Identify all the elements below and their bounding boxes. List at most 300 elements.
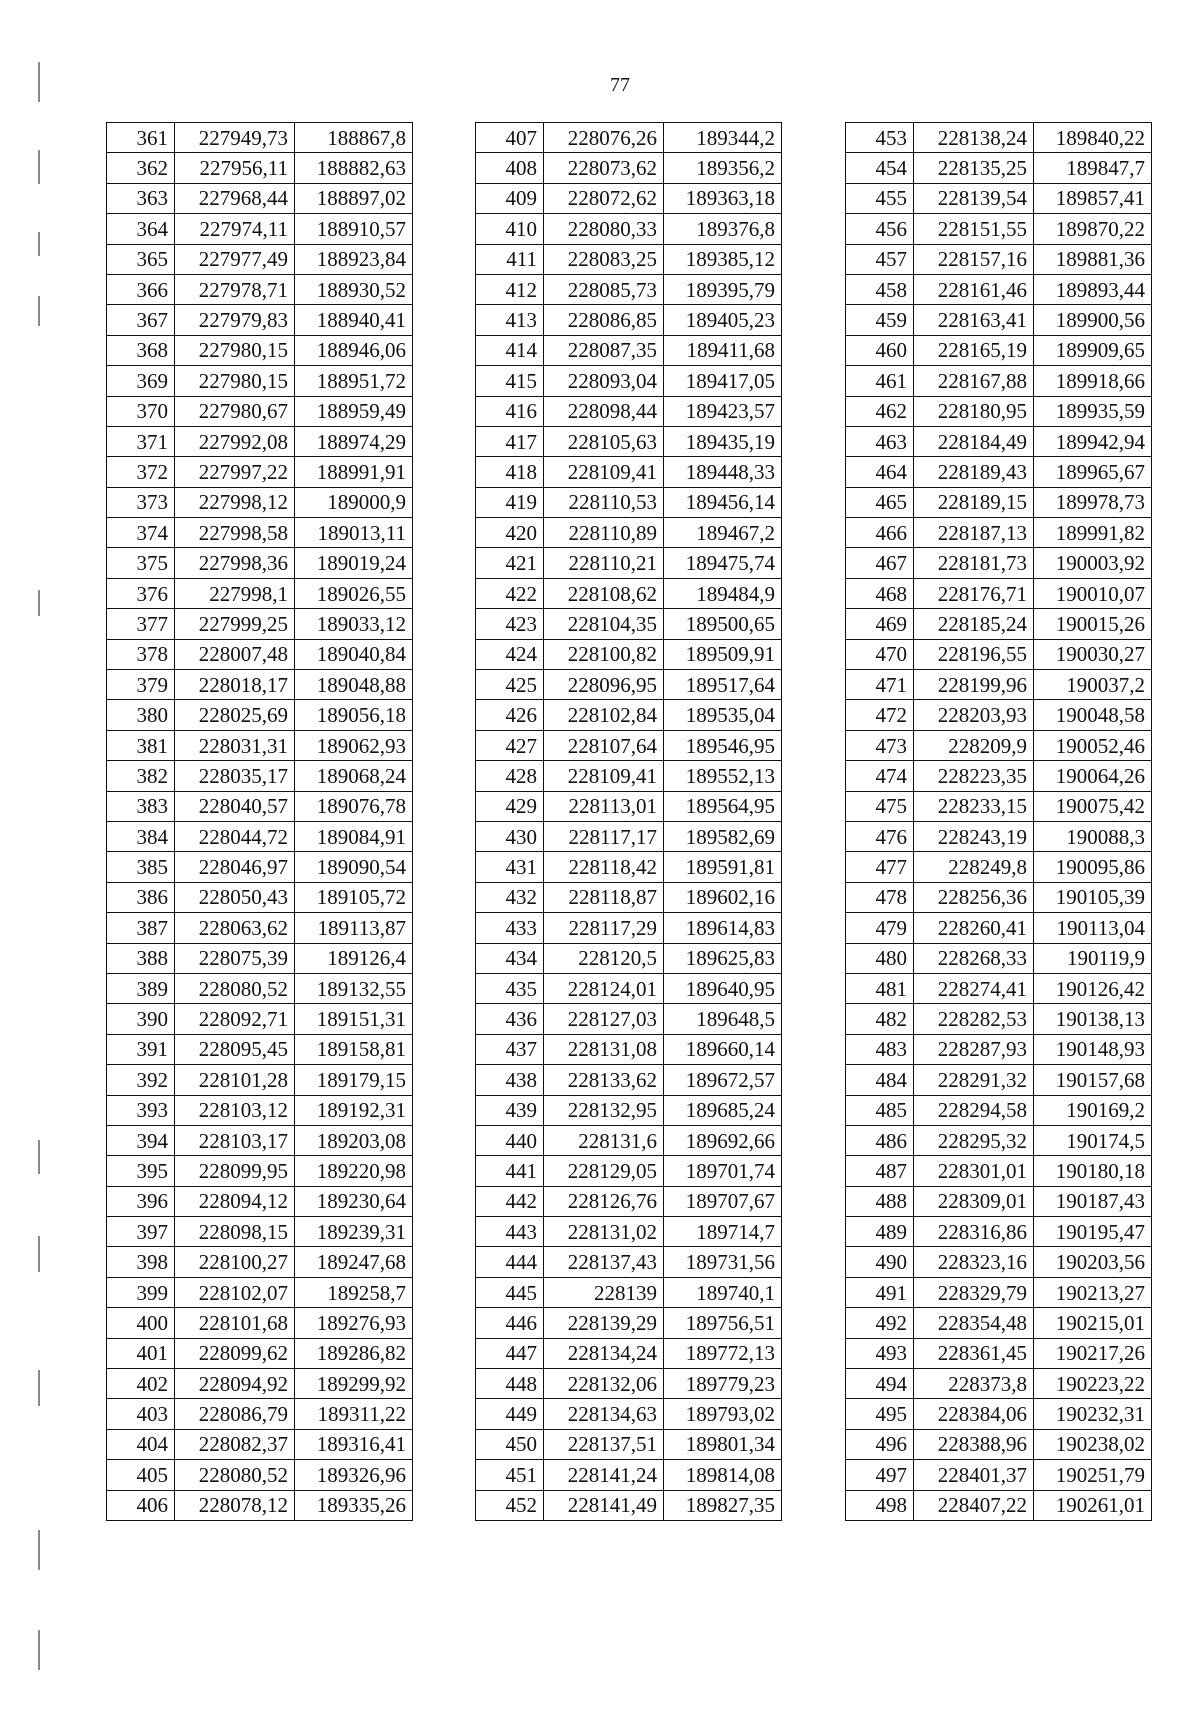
table-row: [846, 1460, 1152, 1490]
point-number-cell: 465: [846, 487, 914, 517]
y-coordinate-cell: 190095,86: [1034, 852, 1152, 882]
x-coordinate-cell: 228109,41: [544, 761, 664, 791]
y-coordinate-cell: 189564,95: [664, 791, 782, 821]
point-number-cell: 497: [846, 1460, 914, 1490]
table-row: [476, 670, 782, 700]
x-coordinate-cell: 228189,43: [914, 457, 1034, 487]
point-number-cell: 484: [846, 1065, 914, 1095]
y-coordinate-cell: 189076,78: [295, 791, 413, 821]
margin-mark: [38, 62, 40, 102]
y-coordinate-cell: 189090,54: [295, 852, 413, 882]
table-row: [476, 1308, 782, 1338]
x-coordinate-cell: 228100,82: [544, 639, 664, 669]
table-row: [107, 973, 413, 1003]
y-coordinate-cell: 189870,22: [1034, 214, 1152, 244]
x-coordinate-cell: 228046,97: [175, 852, 295, 882]
point-number-cell: 362: [107, 153, 175, 183]
table-row: [476, 183, 782, 213]
point-number-cell: 434: [476, 943, 544, 973]
coordinates-table-2: [475, 122, 782, 1521]
x-coordinate-cell: 228063,62: [175, 913, 295, 943]
x-coordinate-cell: 228126,76: [544, 1186, 664, 1216]
x-coordinate-cell: 228196,55: [914, 639, 1034, 669]
y-coordinate-cell: 189423,57: [664, 396, 782, 426]
y-coordinate-cell: 189602,16: [664, 882, 782, 912]
y-coordinate-cell: 189192,31: [295, 1095, 413, 1125]
table-row: [846, 1034, 1152, 1064]
y-coordinate-cell: 189013,11: [295, 518, 413, 548]
point-number-cell: 391: [107, 1034, 175, 1064]
x-coordinate-cell: 228187,13: [914, 518, 1034, 548]
table-row: [476, 1399, 782, 1429]
table-row: [107, 274, 413, 304]
y-coordinate-cell: 189068,24: [295, 761, 413, 791]
table-row: [107, 426, 413, 456]
x-coordinate-cell: 228086,79: [175, 1399, 295, 1429]
table-row: [107, 700, 413, 730]
margin-mark: [38, 1370, 40, 1406]
point-number-cell: 480: [846, 943, 914, 973]
y-coordinate-cell: 189701,74: [664, 1156, 782, 1186]
x-coordinate-cell: 228132,95: [544, 1095, 664, 1125]
table-row: [476, 761, 782, 791]
table-row: [107, 578, 413, 608]
point-number-cell: 412: [476, 274, 544, 304]
point-number-cell: 396: [107, 1186, 175, 1216]
point-number-cell: 491: [846, 1277, 914, 1307]
x-coordinate-cell: 228080,52: [175, 973, 295, 1003]
table-row: [846, 670, 1152, 700]
point-number-cell: 420: [476, 518, 544, 548]
table-row: [476, 852, 782, 882]
y-coordinate-cell: 189484,9: [664, 578, 782, 608]
point-number-cell: 426: [476, 700, 544, 730]
table-row: [107, 639, 413, 669]
y-coordinate-cell: 190169,2: [1034, 1095, 1152, 1125]
y-coordinate-cell: 190037,2: [1034, 670, 1152, 700]
x-coordinate-cell: 228373,8: [914, 1369, 1034, 1399]
x-coordinate-cell: 228110,53: [544, 487, 664, 517]
table-row: [476, 366, 782, 396]
table-row: [107, 913, 413, 943]
point-number-cell: 457: [846, 244, 914, 274]
point-number-cell: 383: [107, 791, 175, 821]
point-number-cell: 454: [846, 153, 914, 183]
y-coordinate-cell: 190232,31: [1034, 1399, 1152, 1429]
y-coordinate-cell: 189942,94: [1034, 426, 1152, 456]
table-row: [846, 609, 1152, 639]
x-coordinate-cell: 228243,19: [914, 821, 1034, 851]
y-coordinate-cell: 189814,08: [664, 1460, 782, 1490]
point-number-cell: 470: [846, 639, 914, 669]
x-coordinate-cell: 228361,45: [914, 1338, 1034, 1368]
point-number-cell: 402: [107, 1369, 175, 1399]
x-coordinate-cell: 228101,68: [175, 1308, 295, 1338]
point-number-cell: 494: [846, 1369, 914, 1399]
x-coordinate-cell: 228323,16: [914, 1247, 1034, 1277]
x-coordinate-cell: 227980,15: [175, 335, 295, 365]
y-coordinate-cell: 189105,72: [295, 882, 413, 912]
x-coordinate-cell: 228124,01: [544, 973, 664, 1003]
y-coordinate-cell: 189640,95: [664, 973, 782, 1003]
table-row: [107, 1460, 413, 1490]
x-coordinate-cell: 228139,29: [544, 1308, 664, 1338]
x-coordinate-cell: 228167,88: [914, 366, 1034, 396]
y-coordinate-cell: 189220,98: [295, 1156, 413, 1186]
y-coordinate-cell: 190113,04: [1034, 913, 1152, 943]
y-coordinate-cell: 189909,65: [1034, 335, 1152, 365]
y-coordinate-cell: 190217,26: [1034, 1338, 1152, 1368]
table-row: [846, 305, 1152, 335]
x-coordinate-cell: 228127,03: [544, 1004, 664, 1034]
point-number-cell: 367: [107, 305, 175, 335]
x-coordinate-cell: 228118,42: [544, 852, 664, 882]
point-number-cell: 431: [476, 852, 544, 882]
point-number-cell: 433: [476, 913, 544, 943]
point-number-cell: 461: [846, 366, 914, 396]
point-number-cell: 425: [476, 670, 544, 700]
y-coordinate-cell: 188930,52: [295, 274, 413, 304]
x-coordinate-cell: 228087,35: [544, 335, 664, 365]
x-coordinate-cell: 227980,15: [175, 366, 295, 396]
y-coordinate-cell: 190157,68: [1034, 1065, 1152, 1095]
x-coordinate-cell: 228102,07: [175, 1277, 295, 1307]
x-coordinate-cell: 228176,71: [914, 578, 1034, 608]
y-coordinate-cell: 189326,96: [295, 1460, 413, 1490]
point-number-cell: 489: [846, 1217, 914, 1247]
y-coordinate-cell: 190148,93: [1034, 1034, 1152, 1064]
y-coordinate-cell: 189405,23: [664, 305, 782, 335]
table-row: [107, 1186, 413, 1216]
table-row: [107, 1004, 413, 1034]
y-coordinate-cell: 189893,44: [1034, 274, 1152, 304]
x-coordinate-cell: 228223,35: [914, 761, 1034, 791]
y-coordinate-cell: 189316,41: [295, 1429, 413, 1459]
x-coordinate-cell: 228093,04: [544, 366, 664, 396]
x-coordinate-cell: 228007,48: [175, 639, 295, 669]
point-number-cell: 428: [476, 761, 544, 791]
table-row: [476, 305, 782, 335]
y-coordinate-cell: 190064,26: [1034, 761, 1152, 791]
y-coordinate-cell: 189847,7: [1034, 153, 1152, 183]
y-coordinate-cell: 188959,49: [295, 396, 413, 426]
point-number-cell: 392: [107, 1065, 175, 1095]
point-number-cell: 498: [846, 1490, 914, 1520]
y-coordinate-cell: 189299,92: [295, 1369, 413, 1399]
point-number-cell: 372: [107, 457, 175, 487]
table-row: [107, 1095, 413, 1125]
point-number-cell: 365: [107, 244, 175, 274]
margin-mark: [38, 590, 40, 616]
table-row: [107, 1156, 413, 1186]
table-row: [107, 183, 413, 213]
table-row: [846, 1095, 1152, 1125]
point-number-cell: 404: [107, 1429, 175, 1459]
y-coordinate-cell: 190003,92: [1034, 548, 1152, 578]
x-coordinate-cell: 227949,73: [175, 123, 295, 153]
y-coordinate-cell: 189509,91: [664, 639, 782, 669]
y-coordinate-cell: 189276,93: [295, 1308, 413, 1338]
table-row: [107, 1277, 413, 1307]
y-coordinate-cell: 190048,58: [1034, 700, 1152, 730]
y-coordinate-cell: 189286,82: [295, 1338, 413, 1368]
point-number-cell: 439: [476, 1095, 544, 1125]
point-number-cell: 422: [476, 578, 544, 608]
point-number-cell: 432: [476, 882, 544, 912]
y-coordinate-cell: 189311,22: [295, 1399, 413, 1429]
y-coordinate-cell: 189475,74: [664, 548, 782, 578]
x-coordinate-cell: 228044,72: [175, 821, 295, 851]
point-number-cell: 487: [846, 1156, 914, 1186]
x-coordinate-cell: 228078,12: [175, 1490, 295, 1520]
y-coordinate-cell: 188940,41: [295, 305, 413, 335]
y-coordinate-cell: 188923,84: [295, 244, 413, 274]
point-number-cell: 455: [846, 183, 914, 213]
table-row: [476, 609, 782, 639]
x-coordinate-cell: 227956,11: [175, 153, 295, 183]
table-row: [846, 518, 1152, 548]
y-coordinate-cell: 189660,14: [664, 1034, 782, 1064]
y-coordinate-cell: 189435,19: [664, 426, 782, 456]
table-row: [846, 335, 1152, 365]
table-row: [107, 1429, 413, 1459]
point-number-cell: 387: [107, 913, 175, 943]
x-coordinate-cell: 228282,53: [914, 1004, 1034, 1034]
table-row: [476, 882, 782, 912]
point-number-cell: 481: [846, 973, 914, 1003]
coordinates-table-3: [845, 122, 1152, 1521]
y-coordinate-cell: 189535,04: [664, 700, 782, 730]
table-row: [107, 1125, 413, 1155]
table-row: [846, 821, 1152, 851]
x-coordinate-cell: 228131,02: [544, 1217, 664, 1247]
point-number-cell: 468: [846, 578, 914, 608]
x-coordinate-cell: 228137,51: [544, 1429, 664, 1459]
point-number-cell: 488: [846, 1186, 914, 1216]
x-coordinate-cell: 228180,95: [914, 396, 1034, 426]
x-coordinate-cell: 228086,85: [544, 305, 664, 335]
table-row: [107, 943, 413, 973]
x-coordinate-cell: 228260,41: [914, 913, 1034, 943]
y-coordinate-cell: 190203,56: [1034, 1247, 1152, 1277]
table-row: [476, 1369, 782, 1399]
y-coordinate-cell: 189448,33: [664, 457, 782, 487]
table-row: [476, 1247, 782, 1277]
point-number-cell: 485: [846, 1095, 914, 1125]
point-number-cell: 440: [476, 1125, 544, 1155]
y-coordinate-cell: 190105,39: [1034, 882, 1152, 912]
y-coordinate-cell: 189648,5: [664, 1004, 782, 1034]
y-coordinate-cell: 188910,57: [295, 214, 413, 244]
point-number-cell: 490: [846, 1247, 914, 1277]
margin-mark: [38, 296, 40, 326]
table-row: [846, 183, 1152, 213]
x-coordinate-cell: 228120,5: [544, 943, 664, 973]
coordinates-table-1: [106, 122, 413, 1521]
table-row: [476, 153, 782, 183]
y-coordinate-cell: 189779,23: [664, 1369, 782, 1399]
y-coordinate-cell: 189158,81: [295, 1034, 413, 1064]
table-row: [846, 578, 1152, 608]
y-coordinate-cell: 189258,7: [295, 1277, 413, 1307]
y-coordinate-cell: 189126,4: [295, 943, 413, 973]
point-number-cell: 409: [476, 183, 544, 213]
point-number-cell: 361: [107, 123, 175, 153]
x-coordinate-cell: 228329,79: [914, 1277, 1034, 1307]
x-coordinate-cell: 228134,63: [544, 1399, 664, 1429]
point-number-cell: 460: [846, 335, 914, 365]
table-row: [107, 1308, 413, 1338]
table-row: [107, 153, 413, 183]
y-coordinate-cell: 189056,18: [295, 700, 413, 730]
point-number-cell: 451: [476, 1460, 544, 1490]
point-number-cell: 378: [107, 639, 175, 669]
y-coordinate-cell: 190015,26: [1034, 609, 1152, 639]
point-number-cell: 376: [107, 578, 175, 608]
x-coordinate-cell: 228080,52: [175, 1460, 295, 1490]
point-number-cell: 466: [846, 518, 914, 548]
point-number-cell: 447: [476, 1338, 544, 1368]
y-coordinate-cell: 190010,07: [1034, 578, 1152, 608]
table-row: [476, 1277, 782, 1307]
table-row: [476, 700, 782, 730]
y-coordinate-cell: 189918,66: [1034, 366, 1152, 396]
y-coordinate-cell: 188867,8: [295, 123, 413, 153]
table-row: [476, 1338, 782, 1368]
point-number-cell: 423: [476, 609, 544, 639]
point-number-cell: 452: [476, 1490, 544, 1520]
table-row: [107, 821, 413, 851]
table-row: [476, 730, 782, 760]
point-number-cell: 370: [107, 396, 175, 426]
x-coordinate-cell: 228117,29: [544, 913, 664, 943]
y-coordinate-cell: 189900,56: [1034, 305, 1152, 335]
table-row: [846, 852, 1152, 882]
x-coordinate-cell: 228138,24: [914, 123, 1034, 153]
table-row: [107, 123, 413, 153]
y-coordinate-cell: 189033,12: [295, 609, 413, 639]
point-number-cell: 377: [107, 609, 175, 639]
y-coordinate-cell: 189582,69: [664, 821, 782, 851]
table-row: [107, 305, 413, 335]
table-row: [107, 487, 413, 517]
y-coordinate-cell: 189363,18: [664, 183, 782, 213]
point-number-cell: 363: [107, 183, 175, 213]
x-coordinate-cell: 228110,21: [544, 548, 664, 578]
table-row: [846, 1338, 1152, 1368]
point-number-cell: 417: [476, 426, 544, 456]
y-coordinate-cell: 189417,05: [664, 366, 782, 396]
y-coordinate-cell: 190251,79: [1034, 1460, 1152, 1490]
point-number-cell: 385: [107, 852, 175, 882]
y-coordinate-cell: 189793,02: [664, 1399, 782, 1429]
x-coordinate-cell: 228291,32: [914, 1065, 1034, 1095]
y-coordinate-cell: 189356,2: [664, 153, 782, 183]
point-number-cell: 429: [476, 791, 544, 821]
y-coordinate-cell: 190174,5: [1034, 1125, 1152, 1155]
table-row: [846, 730, 1152, 760]
x-coordinate-cell: 228181,73: [914, 548, 1034, 578]
y-coordinate-cell: 189048,88: [295, 670, 413, 700]
table-row: [846, 366, 1152, 396]
table-row: [846, 913, 1152, 943]
y-coordinate-cell: 189376,8: [664, 214, 782, 244]
x-coordinate-cell: 228384,06: [914, 1399, 1034, 1429]
y-coordinate-cell: 189040,84: [295, 639, 413, 669]
table-row: [476, 1095, 782, 1125]
point-number-cell: 478: [846, 882, 914, 912]
table-row: [846, 153, 1152, 183]
table-row: [476, 821, 782, 851]
point-number-cell: 414: [476, 335, 544, 365]
y-coordinate-cell: 190238,02: [1034, 1429, 1152, 1459]
x-coordinate-cell: 228141,24: [544, 1460, 664, 1490]
point-number-cell: 371: [107, 426, 175, 456]
table-row: [476, 1156, 782, 1186]
x-coordinate-cell: 228163,41: [914, 305, 1034, 335]
x-coordinate-cell: 228129,05: [544, 1156, 664, 1186]
table-row: [846, 1217, 1152, 1247]
table-row: [846, 123, 1152, 153]
y-coordinate-cell: 189179,15: [295, 1065, 413, 1095]
x-coordinate-cell: 228354,48: [914, 1308, 1034, 1338]
point-number-cell: 492: [846, 1308, 914, 1338]
x-coordinate-cell: 227998,1: [175, 578, 295, 608]
table-row: [476, 214, 782, 244]
y-coordinate-cell: 189230,64: [295, 1186, 413, 1216]
point-number-cell: 418: [476, 457, 544, 487]
x-coordinate-cell: 228040,57: [175, 791, 295, 821]
x-coordinate-cell: 227992,08: [175, 426, 295, 456]
x-coordinate-cell: 228110,89: [544, 518, 664, 548]
x-coordinate-cell: 228203,93: [914, 700, 1034, 730]
x-coordinate-cell: 228131,08: [544, 1034, 664, 1064]
x-coordinate-cell: 228103,17: [175, 1125, 295, 1155]
x-coordinate-cell: 228135,25: [914, 153, 1034, 183]
x-coordinate-cell: 227977,49: [175, 244, 295, 274]
y-coordinate-cell: 189801,34: [664, 1429, 782, 1459]
margin-mark: [38, 150, 40, 184]
y-coordinate-cell: 189084,91: [295, 821, 413, 851]
table-row: [107, 1490, 413, 1520]
point-number-cell: 395: [107, 1156, 175, 1186]
table-row: [846, 487, 1152, 517]
y-coordinate-cell: 189062,93: [295, 730, 413, 760]
x-coordinate-cell: 228103,12: [175, 1095, 295, 1125]
table-row: [846, 1065, 1152, 1095]
x-coordinate-cell: 228189,15: [914, 487, 1034, 517]
x-coordinate-cell: 228109,41: [544, 457, 664, 487]
y-coordinate-cell: 189500,65: [664, 609, 782, 639]
x-coordinate-cell: 227998,58: [175, 518, 295, 548]
table-row: [107, 730, 413, 760]
point-number-cell: 408: [476, 153, 544, 183]
table-row: [107, 1217, 413, 1247]
point-number-cell: 495: [846, 1399, 914, 1429]
x-coordinate-cell: 228274,41: [914, 973, 1034, 1003]
y-coordinate-cell: 189411,68: [664, 335, 782, 365]
y-coordinate-cell: 189385,12: [664, 244, 782, 274]
table-row: [846, 1369, 1152, 1399]
x-coordinate-cell: 228050,43: [175, 882, 295, 912]
point-number-cell: 368: [107, 335, 175, 365]
x-coordinate-cell: 228101,28: [175, 1065, 295, 1095]
point-number-cell: 445: [476, 1277, 544, 1307]
point-number-cell: 406: [107, 1490, 175, 1520]
y-coordinate-cell: 189335,26: [295, 1490, 413, 1520]
x-coordinate-cell: 228096,95: [544, 670, 664, 700]
x-coordinate-cell: 228309,01: [914, 1186, 1034, 1216]
